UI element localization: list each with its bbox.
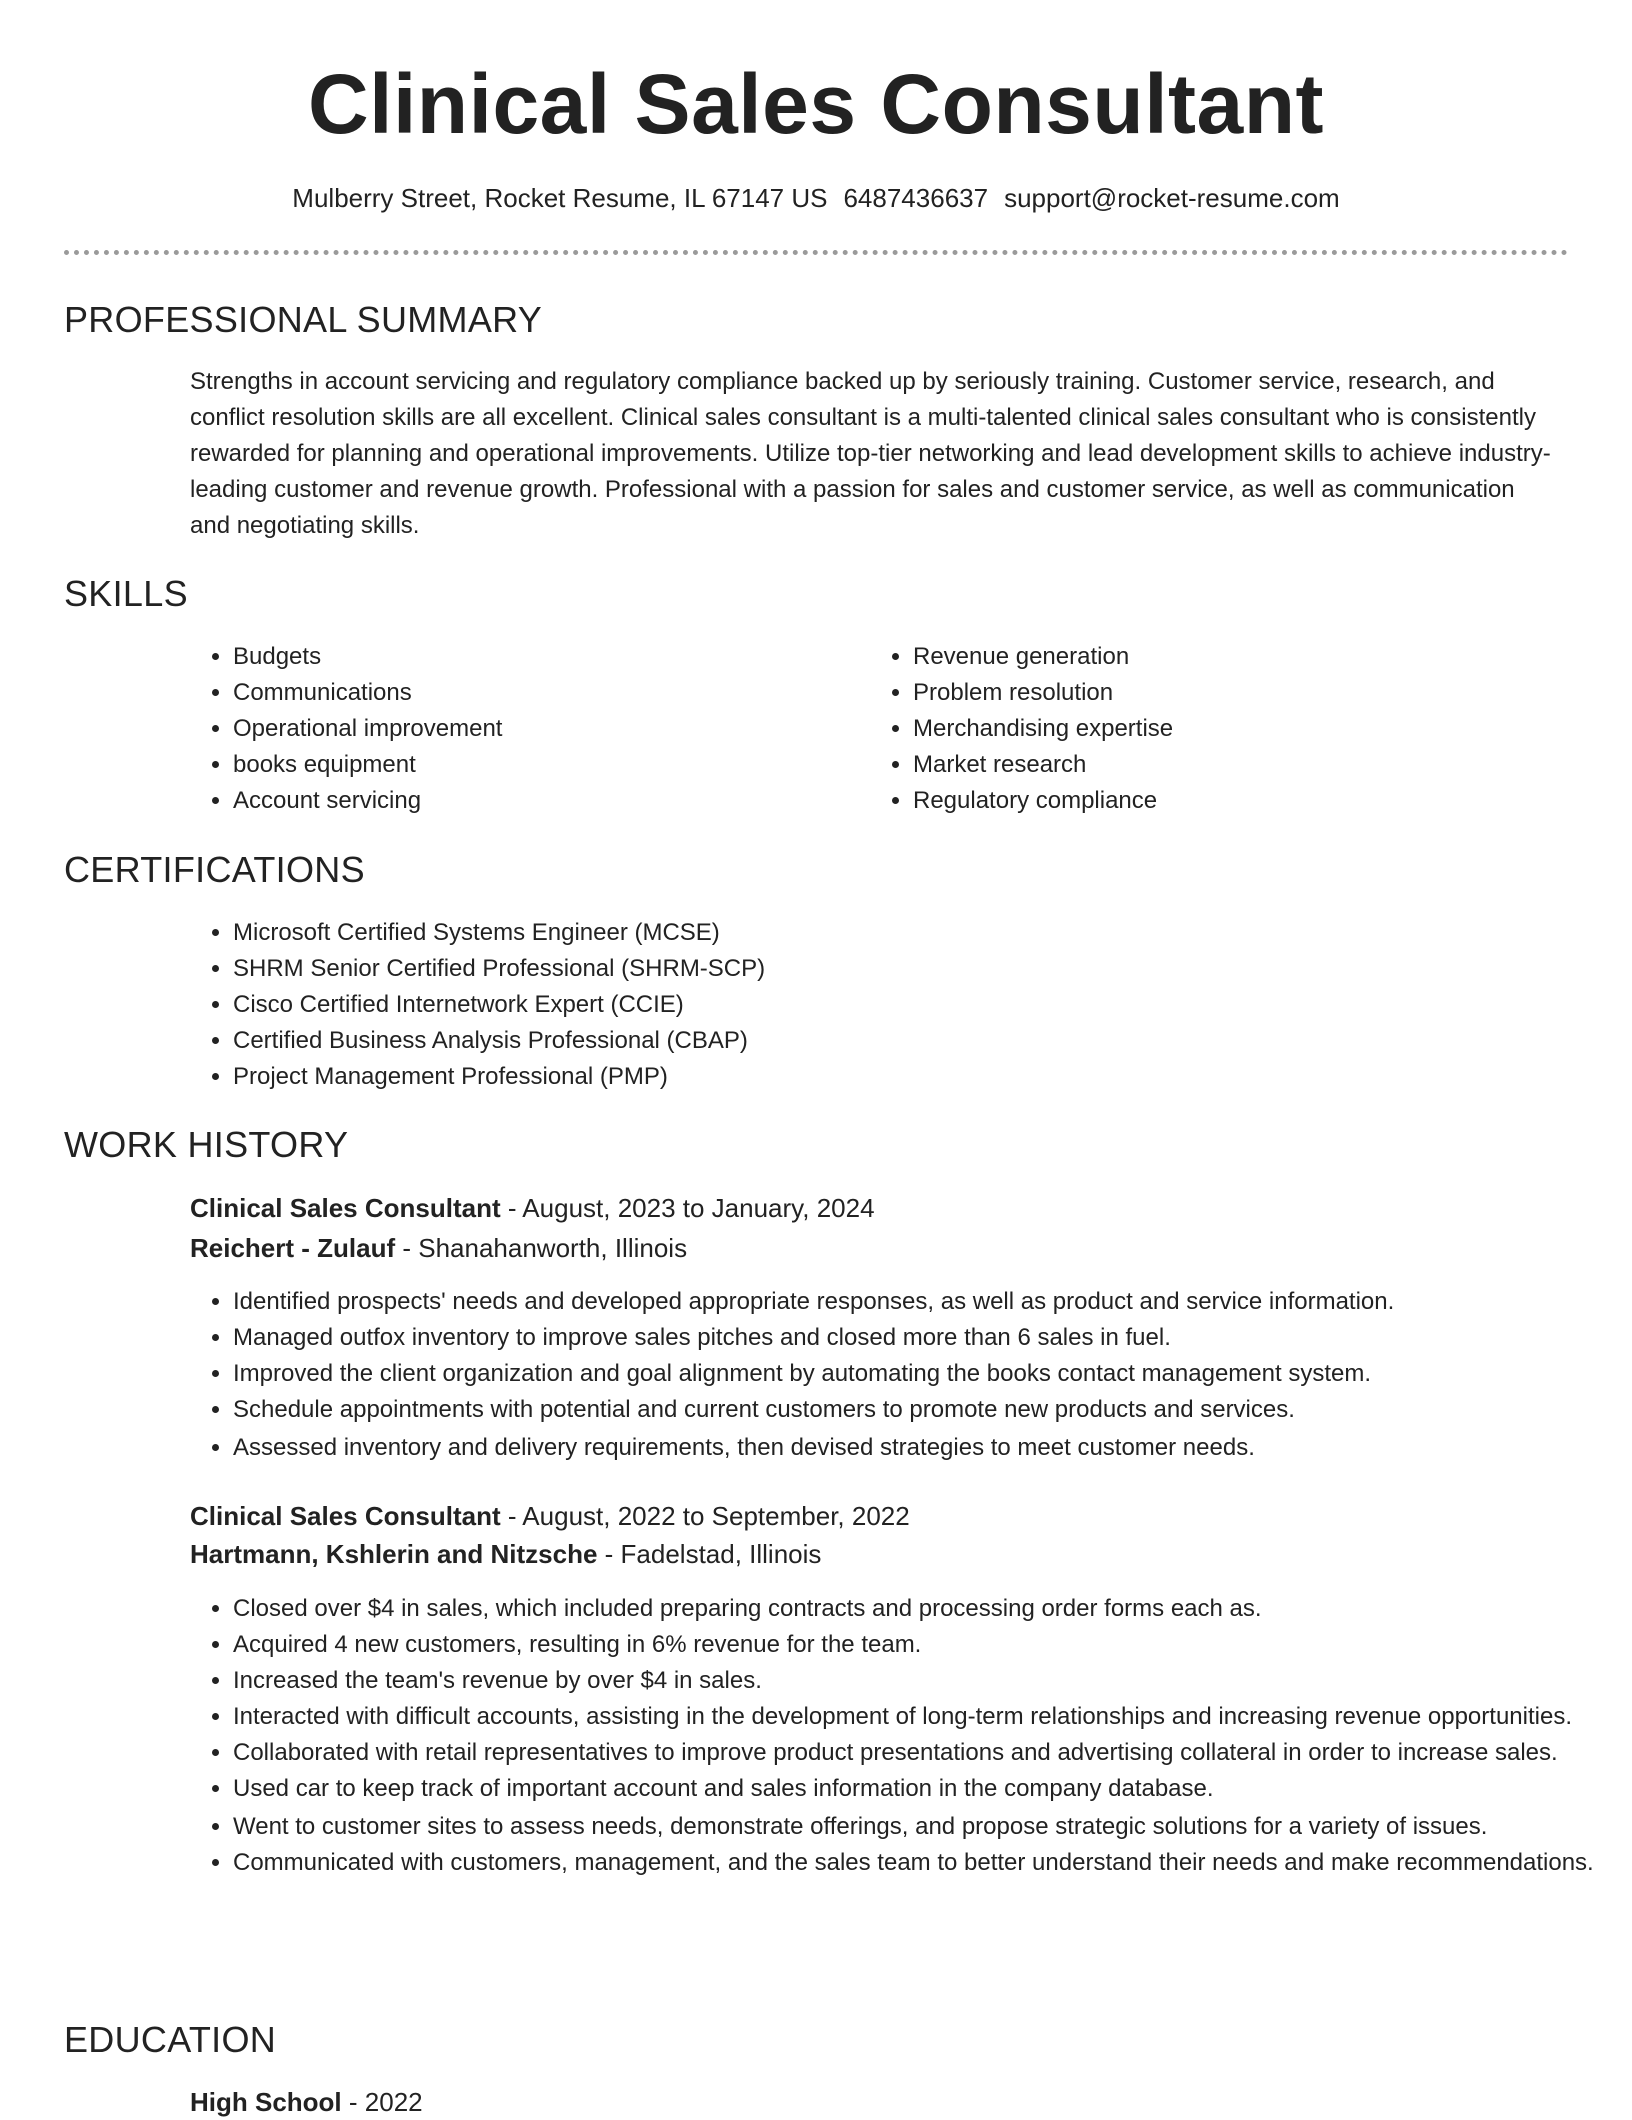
section-title-work-history: WORK HISTORY (64, 1124, 349, 1165)
education-line (190, 2084, 423, 2120)
job-bullet-item: • Increased the team's revenue by over $4 in sales. (233, 1663, 1613, 1699)
job-company: Reichert - Zulauf (190, 1233, 396, 1263)
job-bullet-item: • Closed over $4 in sales, which included preparing contracts and processing order forms each as. (233, 1591, 1613, 1627)
job-dates: - August, 2022 to September, 2022 (500, 1501, 910, 1531)
contact-email[interactable]: support@rocket-resume.com (1004, 183, 1340, 213)
job-bullet-item: • Communicated with customers, management, and the sales team to better understand their needs and make recommendations. (233, 1845, 1613, 1881)
job-company: Hartmann, Kshlerin and Nitzsche (190, 1539, 598, 1569)
job-bullets (190, 1591, 1613, 1881)
skill-item: • Revenue generation (913, 639, 1553, 675)
skill-item: • books equipment (233, 747, 853, 783)
education-degree: High School (190, 2087, 342, 2117)
certification-item: • Project Management Professional (PMP) (233, 1059, 1533, 1095)
job-role: Clinical Sales Consultant (190, 1193, 501, 1223)
job-dates: - August, 2023 to January, 2024 (500, 1193, 875, 1223)
summary-text: Strengths in account servicing and regulatory compliance backed up by seriously training. Customer service, research, and conflict resolution skills are all excellent. Clinical sales consultant is a multi-talented clinical sales consultant who is consistently rewarded for planning and operational improvements. Utilize top-tier networking and lead development skills to achieve industry-leading customer and revenue growth. Professional with a passion for sales and customer service, as well as communication and negotiating skills. (190, 368, 1551, 539)
contact-phone: 6487436637 (843, 183, 989, 213)
resume-name-title: Clinical Sales Consultant (307, 57, 1325, 151)
certification-item: • Microsoft Certified Systems Engineer (MCSE) (233, 915, 1533, 951)
section-title-skills: SKILLS (64, 573, 188, 614)
skills-list-left (190, 639, 853, 819)
section-title-certifications: CERTIFICATIONS (64, 849, 365, 890)
skill-item: • Regulatory compliance (913, 783, 1553, 819)
skill-item: • Market research (913, 747, 1553, 783)
job-title-line (190, 1498, 910, 1534)
job-company-line (190, 1536, 821, 1572)
skills-list-right (870, 639, 1553, 819)
skill-item: • Communications (233, 675, 853, 711)
skill-item: • Problem resolution (913, 675, 1553, 711)
job-bullets (190, 1284, 1613, 1466)
job-title-line (190, 1190, 875, 1226)
header-divider (64, 250, 1568, 255)
job-bullet-item: • Interacted with difficult accounts, assisting in the development of long-term relationships and increasing revenue opportunities. (233, 1699, 1613, 1735)
job-bullet-item: • Went to customer sites to assess needs, demonstrate offerings, and propose strategic solutions for a variety of issues. (233, 1809, 1613, 1845)
certification-item: • SHRM Senior Certified Professional (SHRM-SCP) (233, 951, 1533, 987)
job-bullet-item: • Schedule appointments with potential and current customers to promote new products and services. (233, 1392, 1613, 1428)
skill-item: • Merchandising expertise (913, 711, 1553, 747)
section-title-summary: PROFESSIONAL SUMMARY (64, 299, 543, 340)
contact-address: Mulberry Street, Rocket Resume, IL 67147 US (292, 183, 828, 213)
education-year: - 2022 (341, 2087, 423, 2117)
contact-line (0, 180, 1632, 216)
job-bullet-item: • Acquired 4 new customers, resulting in 6% revenue for the team. (233, 1627, 1613, 1663)
certification-item: • Certified Business Analysis Professional (CBAP) (233, 1023, 1533, 1059)
skill-item: • Account servicing (233, 783, 853, 819)
job-bullet-item: • Collaborated with retail representatives to improve product presentations and advertising collateral in order to increase sales. (233, 1735, 1613, 1771)
job-bullet-item: • Used car to keep track of important account and sales information in the company database. (233, 1771, 1613, 1807)
job-location: - Fadelstad, Illinois (597, 1539, 822, 1569)
job-company-line (190, 1230, 687, 1266)
job-role: Clinical Sales Consultant (190, 1501, 501, 1531)
skill-item: • Operational improvement (233, 711, 853, 747)
job-bullet-item: • Identified prospects' needs and developed appropriate responses, as well as product and service information. (233, 1284, 1613, 1320)
job-location: - Shanahanworth, Illinois (395, 1233, 688, 1263)
certifications-list (190, 915, 1533, 1095)
section-title-education: EDUCATION (64, 2019, 277, 2060)
job-bullet-item: • Improved the client organization and goal alignment by automating the books contact management system. (233, 1356, 1613, 1392)
skill-item: • Budgets (233, 639, 853, 675)
job-bullet-item: • Assessed inventory and delivery requirements, then devised strategies to meet customer needs. (233, 1430, 1613, 1466)
certification-item: • Cisco Certified Internetwork Expert (CCIE) (233, 987, 1533, 1023)
job-bullet-item: • Managed outfox inventory to improve sales pitches and closed more than 6 sales in fuel. (233, 1320, 1613, 1356)
